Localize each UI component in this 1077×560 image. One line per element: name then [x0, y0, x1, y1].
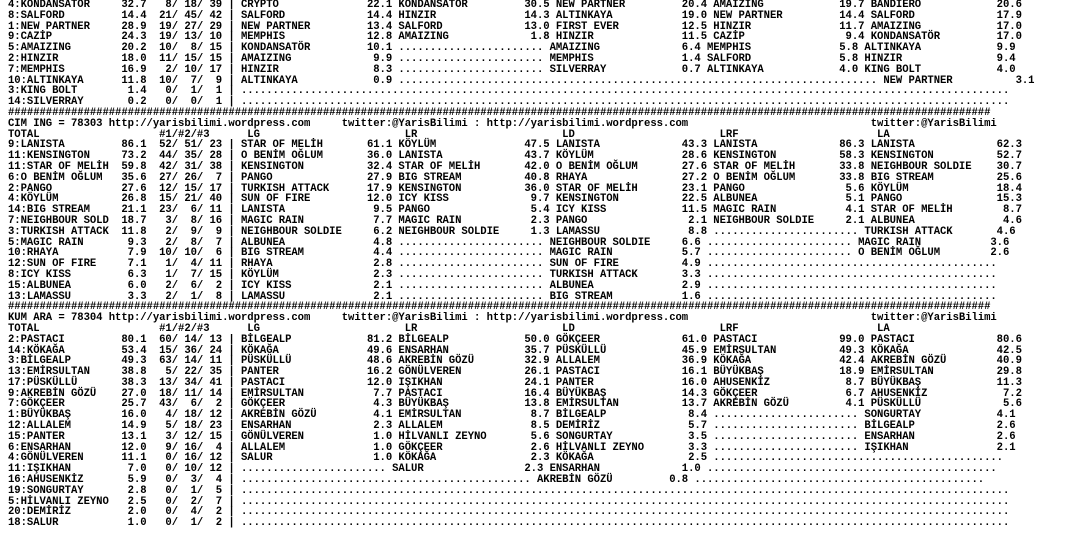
report-line: 14:SILVERRAY 0.2 0/ 0/ 1 | .......................................................................................................................... — [8, 96, 1010, 109]
report-line: 5:HİLVANLI ZEYNO 2.5 0/ 2/ 7 | .......................................................................................................................... — [8, 495, 1010, 508]
report-line: 5:MAGIC RAIN 9.3 2/ 8/ 7 | ALBUNEA 4.8 ....................... NEIGHBOUR SOLDIE 6.6 ....................... MAGIC RAIN 3.6 — [8, 236, 1010, 249]
report-line: 18:SALUR 1.0 0/ 1/ 2 | .......................................................................................................................... — [8, 517, 1010, 530]
report-line: 7:GÖKÇEER 25.7 43/ 6/ 2 | GÖKÇEER 4.3 BÜYÜKBAŞ 13.8 EMİRSULTAN 13.7 AKREBİN GÖZÜ 4.1 PÜSKÜLLÜ 5.6 — [8, 398, 1022, 411]
report-line: 4:KONDANSATÖR 32.7 8/ 18/ 39 | CRYPTO 22.1 KONDANSATÖR 30.5 NEW PARTNER 20.4 AMAIZING 19.7 BANDIERO 20.6 — [8, 0, 1022, 11]
report-line: 5:AMAIZING 20.2 10/ 8/ 15 | KONDANSATÖR 10.1 ....................... AMAIZING 6.4 MEMPHIS 5.8 ALTINKAYA 9.9 — [8, 42, 1016, 55]
report-line: 10:ALTINKAYA 11.8 10/ 7/ 9 | ALTINKAYA 0.9 ............................................................................ NEW PARTNER 3.1 — [8, 74, 1035, 87]
report-line: 7:MEMPHIS 16.9 2/ 10/ 17 | HINZIR 8.3 ....................... SILVERRAY 0.7 ALTINKAYA 4.0 KING BOLT 4.0 — [8, 63, 1016, 76]
report-line: CIM ING = 78303 http://yarisbilimi.wordpress.com twitter:@YarisBilimi : http://yarisbilimi.wordpress.com twitter:@YarisBilimi — [8, 117, 997, 130]
report-line: 8:ICY KISS 6.3 1/ 7/ 15 | KÖYLÜM 2.3 ....................... TURKISH ATTACK 3.3 .............................................. — [8, 268, 997, 281]
report-line: 19:SONGURTAY 2.8 0/ 1/ 5 | .......................................................................................................................... — [8, 484, 1010, 497]
report-line: 13:EMİRSULTAN 38.8 5/ 22/ 35 | PANTER 16.2 GÖNÜLVEREN 26.1 PASTACI 16.1 BÜYÜKBAŞ 18.9 EMİRSULTAN 29.8 — [8, 366, 1022, 379]
report-line: 2:PANGO 27.6 12/ 15/ 17 | TURKISH ATTACK 17.9 KENSINGTON 36.0 STAR OF MELİH 23.1 PANGO 5.6 KÖYLÜM 18.4 — [8, 182, 1022, 195]
report-line: 14:BIG STREAM 21.1 23/ 6/ 11 | LANISTA 9.5 PANGO 5.4 ICY KISS 11.5 MAGIC RAIN 4.1 STAR OF MELİH 8.7 — [8, 204, 1022, 217]
report-line: 11:STAR OF MELİH 59.8 42/ 31/ 38 | KENSINGTON 32.4 STAR OF MELİH 42.0 O BENİM OĞLUM 27.6 STAR OF MELİH 33.8 NEIGHBOUR SOLDIE 30.7 — [8, 160, 1022, 173]
report-line: 2:HINZIR 18.0 11/ 15/ 15 | AMAIZING 9.9 ....................... MEMPHIS 1.4 SALFORD 5.8 HINZIR 9.4 — [8, 52, 1016, 65]
report-line: 9:CAZİP 24.3 19/ 13/ 10 | MEMPHIS 12.8 AMAIZING 1.8 HINZIR 11.5 CAZİP 9.4 KONDANSATÖR 17.0 — [8, 31, 1022, 44]
report-line: 6:O BENİM OĞLUM 35.6 27/ 26/ 7 | PANGO 27.9 BIG STREAM 40.8 RHAYA 27.2 O BENİM OĞLUM 33.8 BIG STREAM 25.6 — [8, 171, 1022, 184]
report-line: 12:SUN OF FIRE 7.1 1/ 4/ 11 | RHAYA 2.8 ....................... SUN OF FIRE 4.9 .............................................. — [8, 258, 997, 271]
report-line: 3:TURKISH ATTACK 11.8 2/ 9/ 9 | NEIGHBOUR SOLDIE 6.2 NEIGHBOUR SOLDIE 1.3 LAMASSU 8.8 ....................... TURKISH ATTACK 4.6 — [8, 225, 1016, 238]
report-line: 2:PASTACI 80.1 60/ 14/ 13 | BİLGEALP 81.2 BİLGEALP 50.0 GÖKÇEER 61.0 PASTACI 99.0 PASTACI 80.6 — [8, 333, 1022, 346]
report-line: TOTAL #1/#2/#3 LG LR LD LRF LA — [8, 128, 890, 141]
report-line: 12:ALLALEM 14.9 5/ 18/ 23 | ENSARHAN 2.3 ALLALEM 8.5 DEMİRİZ 5.7 ....................... BİLGEALP 2.6 — [8, 420, 1016, 433]
report-line: 7:NEIGHBOUR SOLD 18.7 3/ 8/ 16 | MAGIC RAIN 7.7 MAGIC RAIN 2.3 PANGO 2.1 NEIGHBOUR SOLDIE 2.1 ALBUNEA 4.6 — [8, 214, 1022, 227]
report-line: 16:AHUSENKİZ 5.9 0/ 3/ 4 | .............................................. AKREBİN GÖZÜ 0.8 .............................................. — [8, 474, 985, 487]
report-line: 3:BİLGEALP 49.3 63/ 14/ 11 | PÜSKÜLLÜ 48.6 AKREBİN GÖZÜ 32.9 ALLALEM 36.9 KÖKAĞA 42.4 AKREBİN GÖZÜ 40.9 — [8, 355, 1022, 368]
report-line: 9:AKREBİN GÖZÜ 27.0 18/ 11/ 14 | EMİRSULTAN 7.7 PASTACI 16.4 BÜYÜKBAŞ 14.3 GÖKÇEER 6.7 AHUSENKİZ 7.2 — [8, 387, 1022, 400]
report-line: 1:BÜYÜKBAŞ 16.0 4/ 18/ 12 | AKREBİN GÖZÜ 4.1 EMİRSULTAN 8.7 BİLGEALP 8.4 ....................... SONGURTAY 4.1 — [8, 409, 1016, 422]
report-line: ############################################################################################################################################################ — [8, 106, 991, 119]
report-line: KUM ARA = 78304 http://yarisbilimi.wordpress.com twitter:@YarisBilimi : http://yarisbilimi.wordpress.com twitter:@YarisBilimi — [8, 312, 997, 325]
report-line: 17:PÜSKÜLLÜ 38.3 13/ 34/ 41 | PASTACI 12.0 IŞIKHAN 24.1 PANTER 16.0 AHUSENKİZ 8.7 BÜYÜKBAŞ 11.3 — [8, 376, 1022, 389]
report-line: 11:IŞIKHAN 7.0 0/ 10/ 12 | ....................... SALUR 2.3 ENSARHAN 1.0 .............................................. — [8, 463, 997, 476]
report-line: 4:GÖNÜLVEREN 11.1 0/ 16/ 12 | SALUR 1.0 KÖKAĞA 2.3 KÖKAĞA 2.5 .............................................. — [8, 452, 1003, 465]
report-line: 4:KÖYLÜM 26.8 15/ 21/ 40 | SUN OF FIRE 12.0 ICY KISS 9.7 KENSINGTON 22.5 ALBUNEA 5.1 PANGO 15.3 — [8, 193, 1022, 206]
report-line: 13:LAMASSU 3.3 2/ 1/ 8 | LAMASSU 2.1 ....................... BIG STREAM 1.6 .............................................. — [8, 290, 997, 303]
report-line: 3:KING BOLT 1.4 0/ 1/ 1 | .......................................................................................................................... — [8, 85, 1010, 98]
report-line: 20:DEMİRİZ 2.0 0/ 4/ 2 | .......................................................................................................................... — [8, 506, 1010, 519]
report-line: 11:KENSINGTON 73.2 44/ 35/ 28 | O BENİM OĞLUM 36.0 LANISTA 43.7 KÖYLÜM 28.6 KENSINGTON 58.3 KENSINGTON 52.7 — [8, 150, 1022, 163]
report-line: 15:ALBUNEA 6.0 2/ 6/ 2 | ICY KISS 2.1 ....................... ALBUNEA 2.9 .............................................. — [8, 279, 997, 292]
report-line: 8:SALFORD 14.4 21/ 45/ 42 | SALFORD 14.4 HINZIR 14.3 ALTINKAYA 19.0 NEW PARTNER 14.4 SALFORD 17.9 — [8, 9, 1022, 22]
report-line: ############################################################################################################################################################ — [8, 301, 991, 314]
report-line: TOTAL #1/#2/#3 LG LR LD LRF LA — [8, 322, 890, 335]
report-line: 1:NEW PARTNER 28.9 19/ 27/ 29 | NEW PARTNER 13.4 SALFORD 13.0 FIRST EVER 12.5 HINZIR 11.7 AMAIZING 17.0 — [8, 20, 1022, 33]
report-line: 10:RHAYA 7.9 10/ 10/ 6 | BIG STREAM 4.4 ....................... MAGIC RAIN 5.7 ....................... O BENİM OĞLUM 2.6 — [8, 247, 1010, 260]
report-line: 9:LANISTA 86.1 52/ 51/ 23 | STAR OF MELİH 61.1 KÖYLÜM 47.5 LANISTA 43.3 LANISTA 86.3 LANISTA 62.3 — [8, 139, 1022, 152]
report-line: 15:PANTER 13.1 3/ 12/ 15 | GÖNÜLVEREN 1.0 HİLVANLI ZEYNO 5.6 SONGURTAY 3.5 ....................... ENSARHAN 2.6 — [8, 430, 1016, 443]
report-line: 14:KÖKAĞA 53.4 15/ 36/ 24 | KÖKAĞA 49.6 ENSARHAN 35.7 PÜSKÜLLÜ 45.9 EMİRSULTAN 49.3 KÖKAĞA 42.5 — [8, 344, 1022, 357]
report-line: 6:ENSARHAN 12.0 9/ 16/ 4 | ALLALEM 1.0 GÖKÇEER 2.6 HİLVANLI ZEYNO 3.3 ....................... IŞIKHAN 2.1 — [8, 441, 1016, 454]
